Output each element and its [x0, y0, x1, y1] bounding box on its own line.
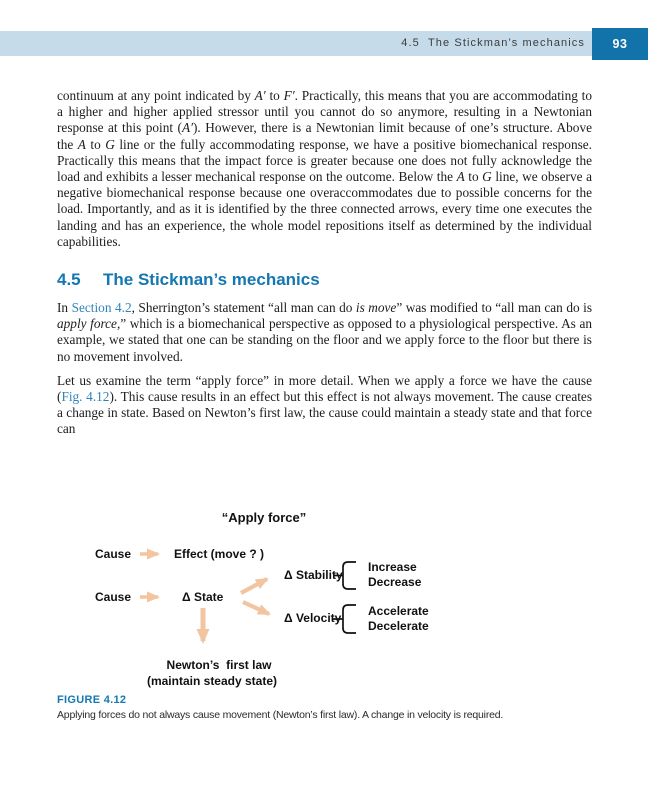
figure-caption-text: Applying forces do not always cause movement (Newton’s first law). A change in velocity is required.	[57, 709, 504, 721]
text-run: to	[85, 136, 106, 152]
figure-4-12	[57, 505, 592, 690]
section-title: The Stickman’s mechanics	[103, 270, 320, 290]
paragraph-apply-force	[57, 373, 592, 438]
text-run: ” was modified to “all man can do is	[396, 300, 593, 316]
node-decelerate: Decelerate	[368, 619, 429, 633]
text-run: A	[77, 136, 86, 152]
node-maintain-steady-state: (maintain steady state)	[146, 674, 278, 688]
node-newtons-first-law: Newton’s first law	[166, 658, 272, 672]
text-run: ” which is a biomechanical perspective as opposed to a physiological perspective. As an example, we stated that one can be standing on the floor and we apply force to the floor but there is no movement involved.	[57, 316, 592, 364]
text-run: . Practically, this means that you are accommodating to a higher and higher applied stressor until you cannot do so anymore, resulting in a Newtonian response at this point (	[57, 88, 592, 136]
text-run: A′	[254, 88, 266, 103]
paragraph-continuum	[57, 88, 592, 250]
arrow-state-to-velocity	[243, 602, 269, 614]
node-cause-1: Cause	[95, 547, 132, 561]
section-heading	[57, 270, 592, 290]
text-run: , Sherrington’s statement “all man can do	[131, 300, 356, 316]
running-head: 4.5 The Stickman’s mechanics	[401, 37, 585, 49]
text-run: Let us examine the term “apply force” in more detail. When we apply a force we have the cause (	[57, 372, 592, 405]
page-number-badge	[592, 28, 648, 60]
header-bar	[0, 31, 648, 56]
figure-diagram-graphics	[57, 505, 592, 690]
text-run: to	[464, 169, 483, 185]
text-run: to	[265, 88, 284, 103]
node-decrease: Decrease	[368, 575, 422, 589]
node-delta-velocity: Δ Velocity	[284, 611, 342, 625]
paragraph-sherrington	[57, 300, 592, 365]
stability-bracket	[343, 562, 356, 589]
velocity-bracket	[343, 605, 356, 633]
text-run: A′	[181, 120, 193, 136]
text-run: is move	[355, 300, 397, 316]
arrow-state-to-stability	[241, 579, 267, 593]
text-run: G	[482, 169, 492, 185]
main-text	[57, 88, 592, 438]
text-run: In	[57, 300, 72, 316]
text-run: A	[456, 169, 465, 185]
node-effect: Effect (move ? )	[174, 547, 265, 561]
text-run: G	[105, 136, 115, 152]
text-run: F′	[283, 88, 295, 103]
cross-reference-link[interactable]: Section 4.2	[71, 300, 132, 316]
node-accelerate: Accelerate	[368, 604, 429, 618]
text-run: ). However, there is a Newtonian limit because of one’s structure. Above the	[57, 120, 592, 152]
text-run: apply force,	[57, 316, 121, 332]
text-run: line, we observe a negative biomechanical response because one overaccommodates due to possible concerns for the load. Importantly, and as it is identified by the three connected arrows, every time one executes the landing and has an experience, the whole model repositions itself as determined by the individual capabilities.	[57, 169, 592, 249]
page-number: 93	[612, 37, 628, 51]
figure-caption	[57, 694, 592, 721]
section-number: 4.5	[57, 270, 81, 290]
text-run: ). This cause results in an effect but this effect is not always movement. The cause creates a change in state. Based on Newton’s first law, the cause could maintain a steady state and that force can	[57, 389, 592, 437]
node-delta-stability: Δ Stability	[284, 568, 343, 582]
node-delta-state: Δ State	[182, 590, 224, 604]
node-increase: Increase	[368, 560, 417, 574]
figure-title: “Apply force”	[221, 510, 307, 525]
cross-reference-link[interactable]: Fig. 4.12	[61, 389, 110, 405]
text-run: line or the fully accommodating response, we have a positive biomechanical response. Practically this means that the impact force is greater because one does not fully acknowledge the load and exhibits a lesser mechanical response on the outcome. Below the	[57, 136, 592, 185]
node-cause-2: Cause	[95, 590, 132, 604]
figure-caption-label: FIGURE 4.12	[57, 694, 127, 706]
text-run: continuum at any point indicated by	[57, 88, 255, 103]
